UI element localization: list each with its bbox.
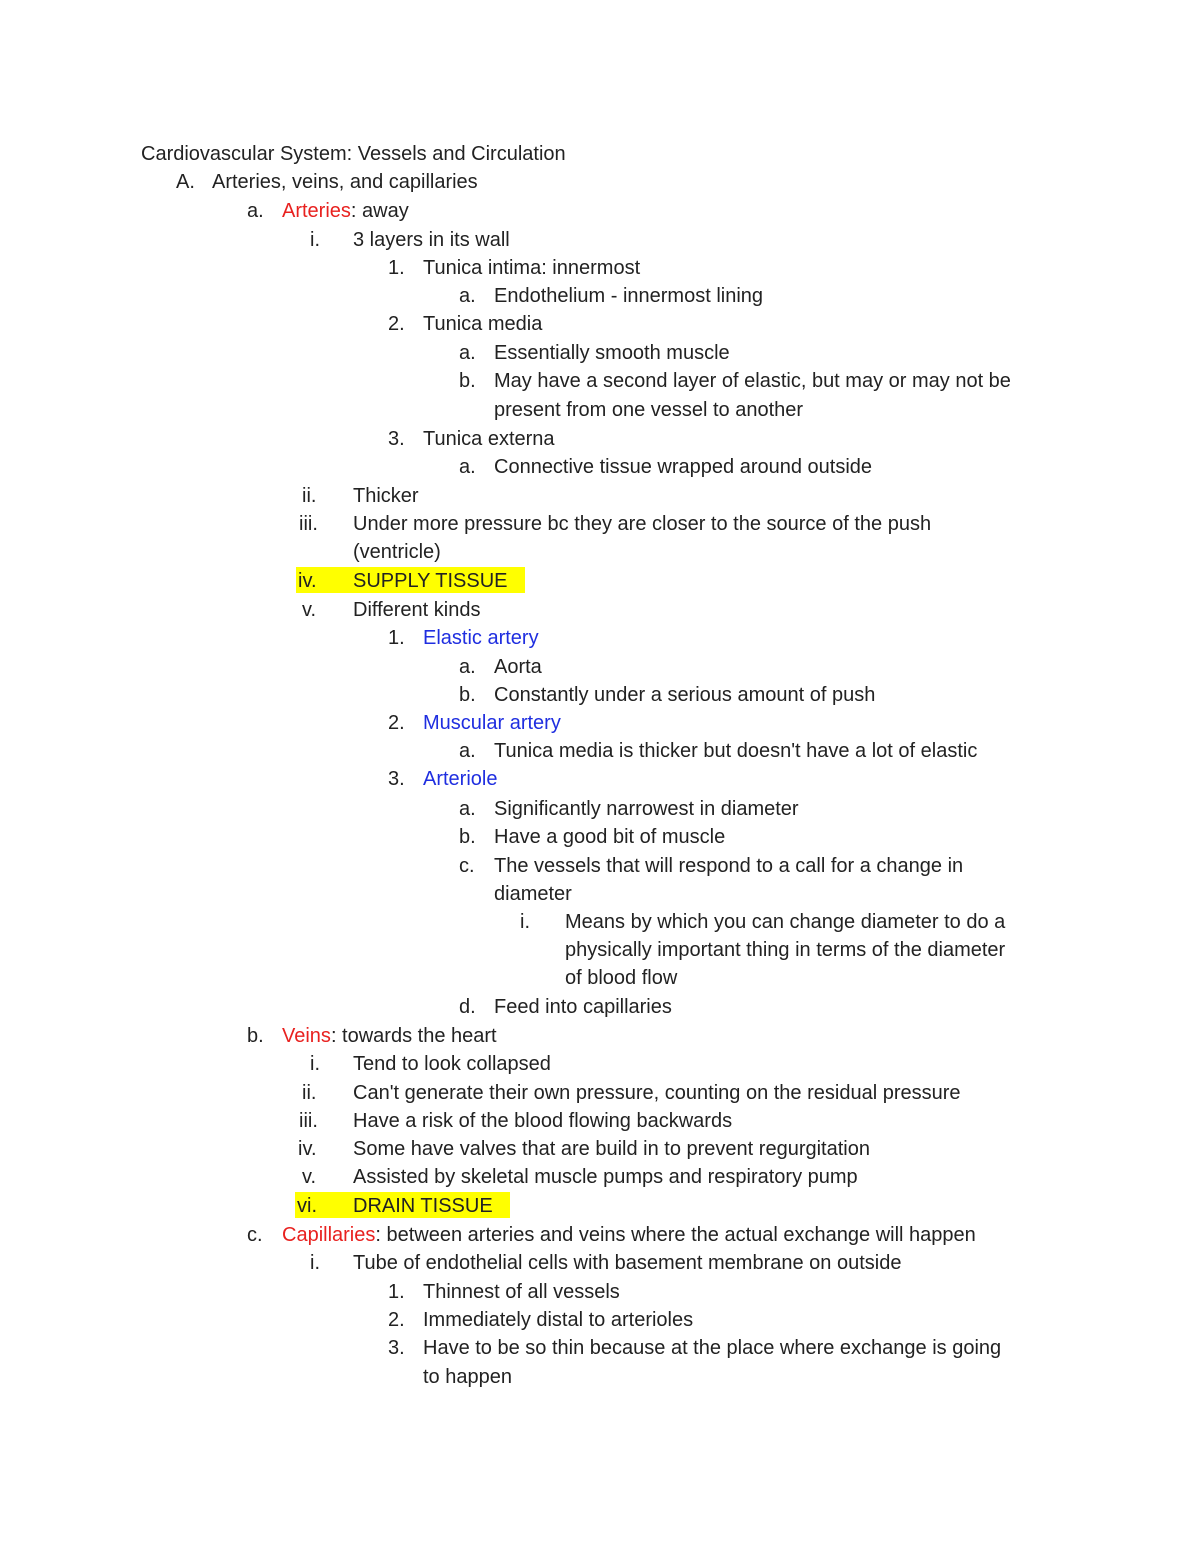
veins-term: Veins xyxy=(282,1025,331,1047)
list-item: Endothelium - innermost lining xyxy=(494,285,764,307)
list-item: Under more pressure bc they are closer to the source of the push xyxy=(353,513,932,535)
list-item: Have a risk of the blood flowing backwards xyxy=(353,1110,733,1132)
arteriole-term: Arteriole xyxy=(423,768,498,790)
list-item: Thinnest of all vessels xyxy=(423,1281,620,1303)
list-item: Tunica media xyxy=(423,313,543,335)
list-marker: c. xyxy=(247,1224,263,1246)
list-item: Different kinds xyxy=(353,599,481,621)
list-marker: b. xyxy=(459,826,476,848)
list-item-continuation: diameter xyxy=(494,883,572,905)
document-title: Cardiovascular System: Vessels and Circulation xyxy=(141,143,566,165)
list-item: Means by which you can change diameter to do a xyxy=(565,911,1006,933)
drain-tissue-label: DRAIN TISSUE xyxy=(353,1195,493,1217)
list-item: Significantly narrowest in diameter xyxy=(494,798,799,820)
list-marker: a. xyxy=(459,798,476,820)
list-item: Have a good bit of muscle xyxy=(494,826,726,848)
list-marker: 1. xyxy=(388,627,405,649)
list-item: Thicker xyxy=(353,485,419,507)
list-marker: a. xyxy=(459,285,476,307)
list-marker: iv. xyxy=(298,1138,317,1160)
section-heading: Arteries, veins, and capillaries xyxy=(212,171,478,193)
list-item-continuation: (ventricle) xyxy=(353,541,441,563)
list-item: Have to be so thin because at the place where exchange is going xyxy=(423,1337,1002,1359)
list-item-continuation: to happen xyxy=(423,1366,512,1388)
list-marker: 1. xyxy=(388,1281,405,1303)
list-item: Constantly under a serious amount of push xyxy=(494,684,876,706)
capillaries-term: Capillaries xyxy=(282,1224,376,1246)
list-marker: 3. xyxy=(388,768,405,790)
veins-heading xyxy=(282,1024,497,1048)
list-marker: b. xyxy=(247,1025,264,1047)
list-marker: a. xyxy=(459,456,476,478)
elastic-artery-term: Elastic artery xyxy=(423,627,539,649)
list-item: Tend to look collapsed xyxy=(353,1053,551,1075)
arteries-heading xyxy=(282,199,409,223)
list-marker: a. xyxy=(459,740,476,762)
list-marker: i. xyxy=(310,1252,320,1274)
list-marker: 3. xyxy=(388,428,405,450)
list-item: Can't generate their own pressure, counting on the residual pressure xyxy=(353,1082,961,1104)
list-marker: iii. xyxy=(299,1110,318,1132)
list-item: Assisted by skeletal muscle pumps and respiratory pump xyxy=(353,1166,858,1188)
arteries-term: Arteries xyxy=(282,200,351,222)
list-marker: a. xyxy=(459,342,476,364)
list-marker: i. xyxy=(520,911,530,933)
list-marker: ii. xyxy=(302,485,317,507)
list-marker: 2. xyxy=(388,313,405,335)
list-marker: b. xyxy=(459,370,476,392)
list-item: Some have valves that are build in to prevent regurgitation xyxy=(353,1138,870,1160)
list-marker: ii. xyxy=(302,1082,317,1104)
list-marker: i. xyxy=(310,229,320,251)
list-item-continuation: physically important thing in terms of the diameter xyxy=(565,939,1006,961)
list-marker: 3. xyxy=(388,1337,405,1359)
list-item: The vessels that will respond to a call for a change in xyxy=(494,855,964,877)
list-marker: i. xyxy=(310,1053,320,1075)
list-item: 3 layers in its wall xyxy=(353,229,510,251)
list-item: Connective tissue wrapped around outside xyxy=(494,456,873,478)
list-item: Tunica externa xyxy=(423,428,555,450)
capillaries-description: : between arteries and veins where the actual exchange will happen xyxy=(375,1224,976,1246)
list-marker: d. xyxy=(459,996,476,1018)
supply-tissue-label: SUPPLY TISSUE xyxy=(353,570,508,592)
list-item: Immediately distal to arterioles xyxy=(423,1309,694,1331)
list-item: Feed into capillaries xyxy=(494,996,672,1018)
muscular-artery-term: Muscular artery xyxy=(423,712,561,734)
arteries-description: : away xyxy=(350,200,409,222)
list-marker: 1. xyxy=(388,257,405,279)
list-marker: a. xyxy=(459,656,476,678)
list-item-continuation: present from one vessel to another xyxy=(494,399,804,421)
list-marker: v. xyxy=(302,599,317,621)
list-marker: v. xyxy=(302,1166,317,1188)
list-item: May have a second layer of elastic, but may or may not be xyxy=(494,370,1011,392)
veins-description: : towards the heart xyxy=(330,1025,497,1047)
list-marker: iv. xyxy=(298,570,317,592)
list-item: Essentially smooth muscle xyxy=(494,342,730,364)
capillaries-heading xyxy=(282,1223,976,1247)
list-item: Aorta xyxy=(494,656,542,678)
list-marker: 2. xyxy=(388,1309,405,1331)
list-marker: b. xyxy=(459,684,476,706)
list-marker: 2. xyxy=(388,712,405,734)
list-marker: a. xyxy=(247,200,264,222)
list-item: Tunica media is thicker but doesn't have a lot of elastic xyxy=(494,740,978,762)
list-item-continuation: of blood flow xyxy=(565,967,678,989)
list-marker: vi. xyxy=(297,1195,317,1217)
list-marker: iii. xyxy=(299,513,318,535)
list-item: Tunica intima: innermost xyxy=(423,257,641,279)
list-item: Tube of endothelial cells with basement membrane on outside xyxy=(353,1252,902,1274)
list-marker: A. xyxy=(176,171,195,193)
list-marker: c. xyxy=(459,855,475,877)
